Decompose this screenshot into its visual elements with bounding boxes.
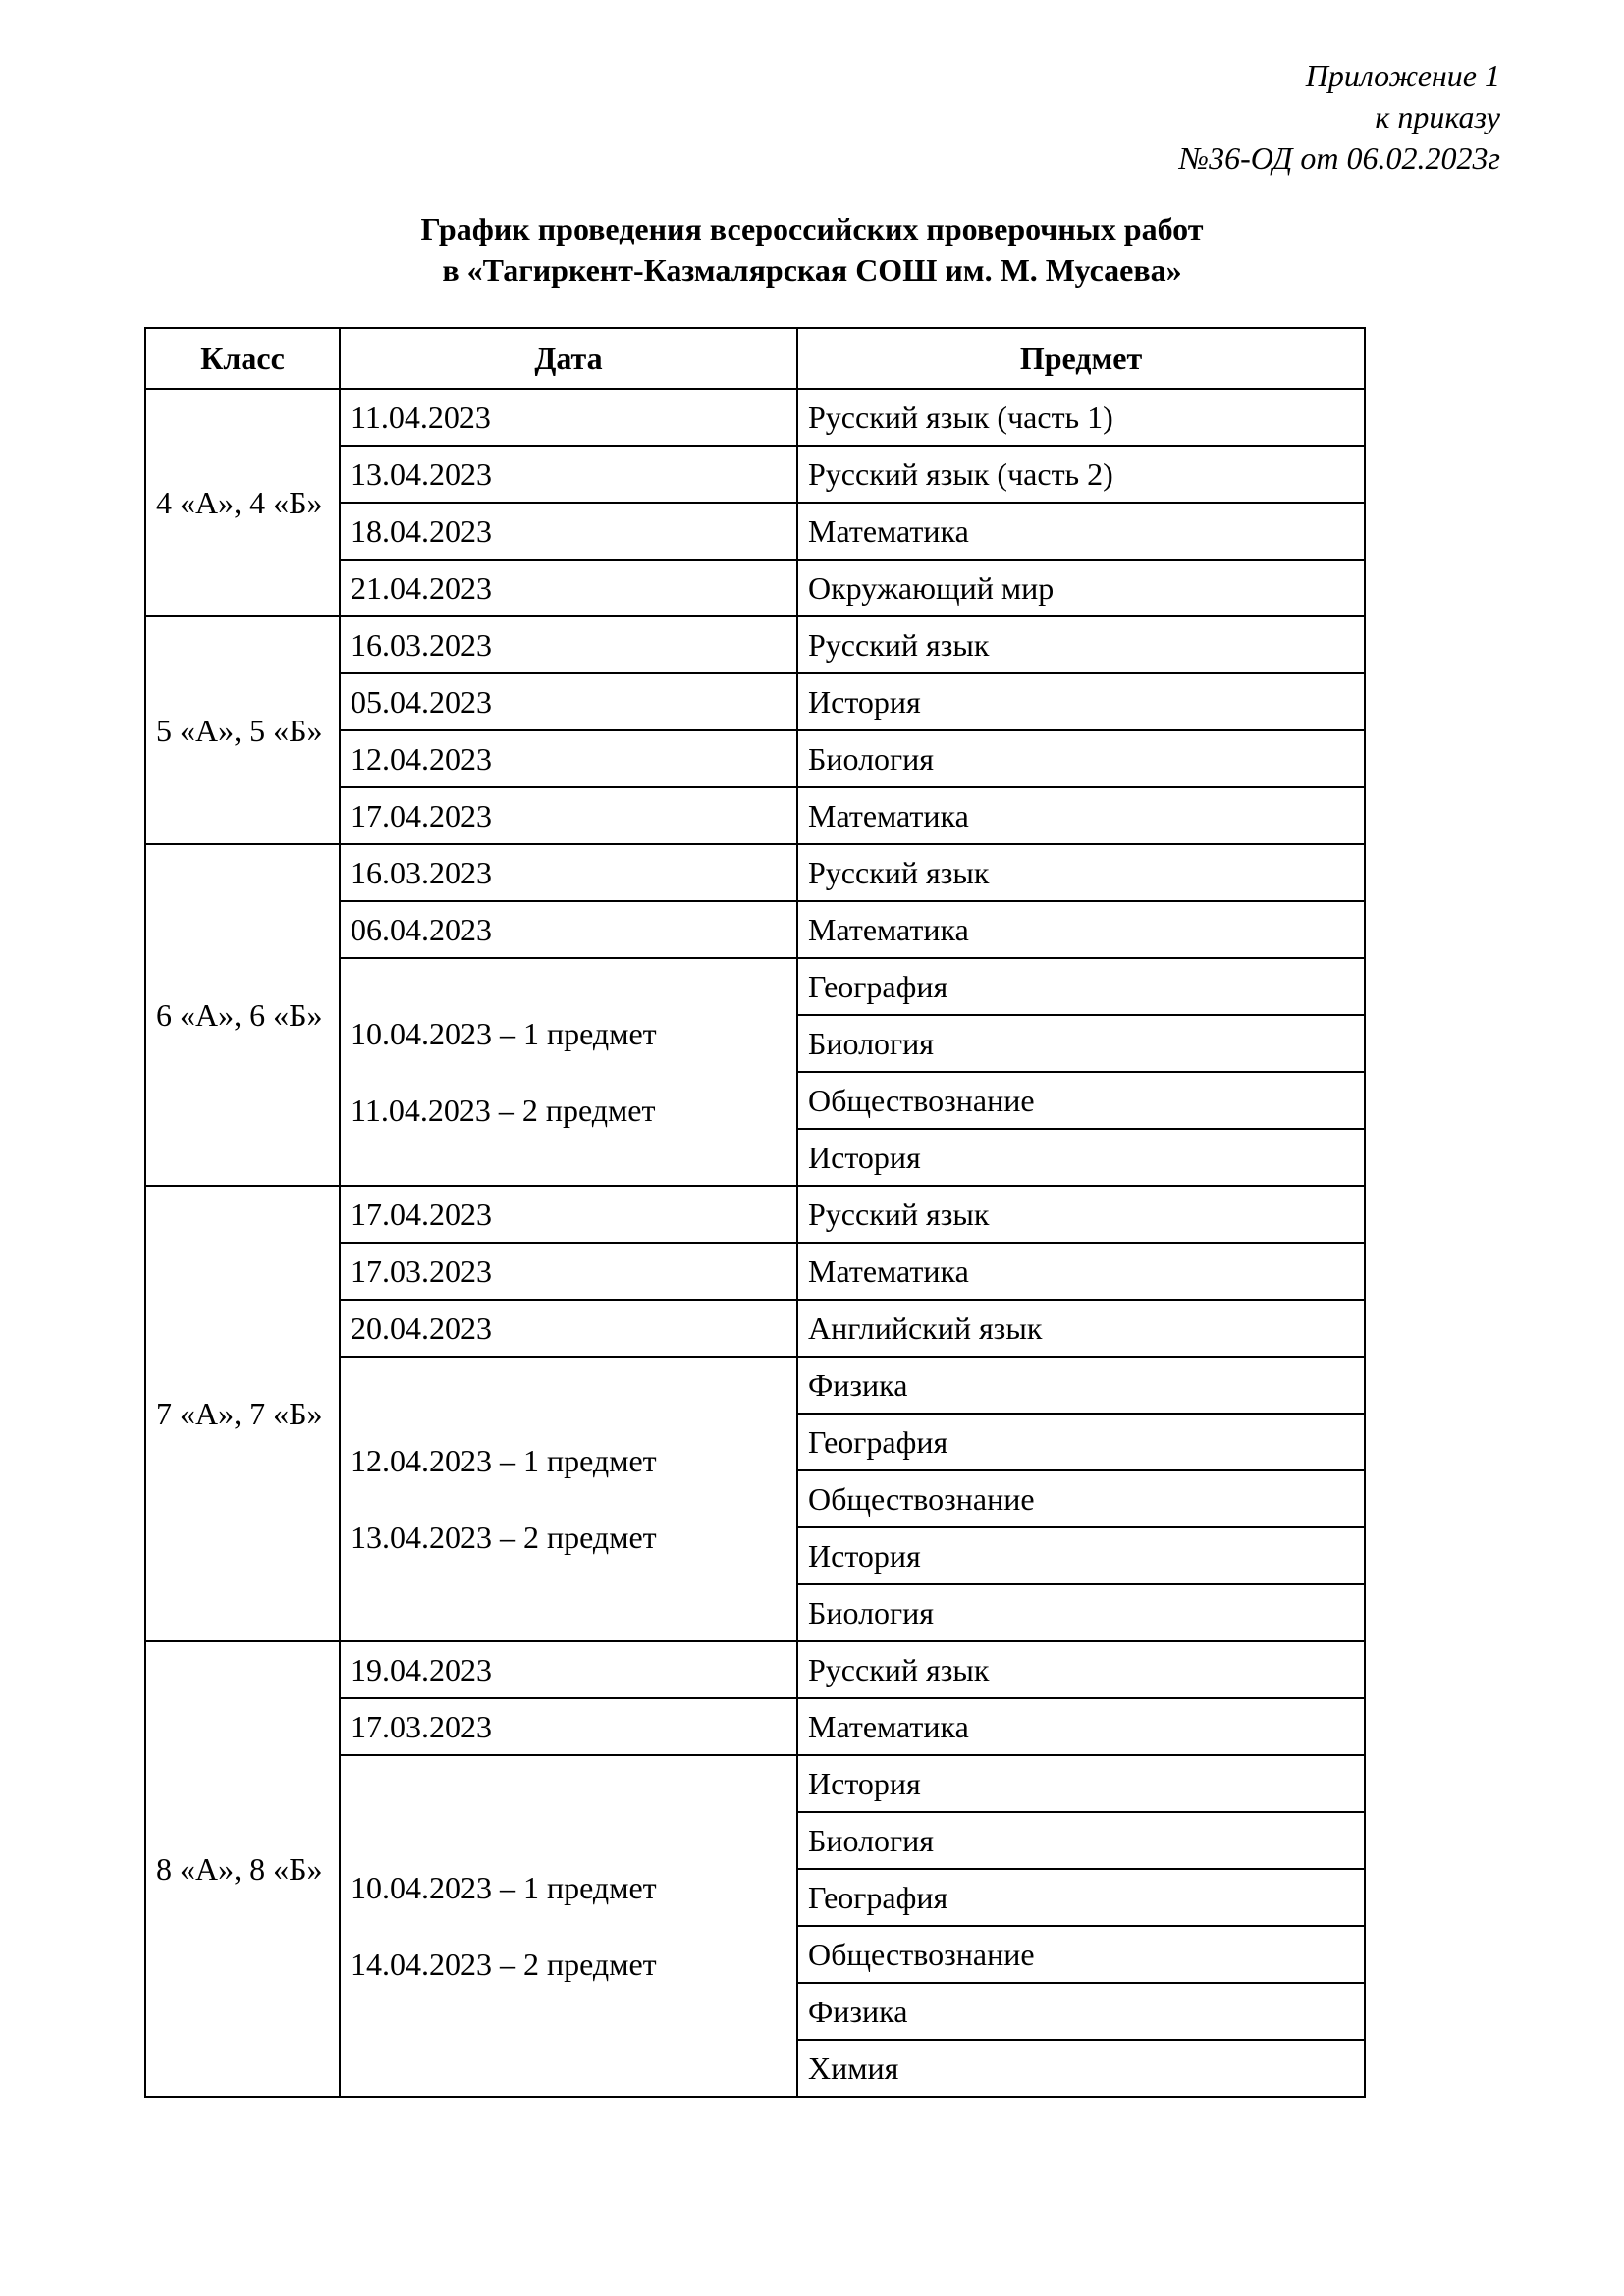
date-cell: 06.04.2023 <box>340 901 797 958</box>
table-row <box>145 389 1365 446</box>
title-line-1: График проведения всероссийских проверочных работ <box>420 211 1204 246</box>
annex-line-2: к приказу <box>1375 99 1500 134</box>
subject-cell: Обществознание <box>797 1470 1365 1527</box>
date-cell: 12.04.2023 <box>340 730 797 787</box>
header-subject: Предмет <box>797 328 1365 389</box>
subject-cell: Биология <box>797 1015 1365 1072</box>
date-cell: 16.03.2023 <box>340 844 797 901</box>
elective-date: 10.04.2023 – 1 предмет <box>351 1870 657 1905</box>
date-cell: 20.04.2023 <box>340 1300 797 1357</box>
header-date: Дата <box>340 328 797 389</box>
subject-cell: География <box>797 1869 1365 1926</box>
date-cell: 17.03.2023 <box>340 1243 797 1300</box>
subject-cell: Математика <box>797 503 1365 560</box>
date-cell: 13.04.2023 <box>340 446 797 503</box>
subject-cell: Русский язык (часть 1) <box>797 389 1365 446</box>
subject-cell: Обществознание <box>797 1926 1365 1983</box>
subject-cell: История <box>797 1755 1365 1812</box>
title-line-2: в «Тагиркент-Казмалярская СОШ им. М. Мусаева» <box>442 252 1182 288</box>
elective-date: 14.04.2023 – 2 предмет <box>351 1947 657 1982</box>
schedule-body <box>145 389 1365 2097</box>
subject-cell: Математика <box>797 1698 1365 1755</box>
subject-cell: Математика <box>797 901 1365 958</box>
date-cell: 17.04.2023 <box>340 1186 797 1243</box>
subject-cell: Биология <box>797 1812 1365 1869</box>
subject-cell: Русский язык <box>797 844 1365 901</box>
subject-cell: Физика <box>797 1357 1365 1414</box>
elective-dates-cell <box>340 958 797 1186</box>
subject-cell: Русский язык <box>797 616 1365 673</box>
class-cell: 7 «А», 7 «Б» <box>145 1186 340 1641</box>
annex-line-3: №36-ОД от 06.02.2023г <box>1178 140 1500 176</box>
subject-cell: География <box>797 1414 1365 1470</box>
date-cell: 17.04.2023 <box>340 787 797 844</box>
date-cell: 05.04.2023 <box>340 673 797 730</box>
subject-cell: География <box>797 958 1365 1015</box>
subject-cell: Физика <box>797 1983 1365 2040</box>
subject-cell: Химия <box>797 2040 1365 2097</box>
subject-cell: Математика <box>797 787 1365 844</box>
class-cell: 5 «А», 5 «Б» <box>145 616 340 844</box>
table-row <box>145 844 1365 901</box>
annex-line-1: Приложение 1 <box>1305 58 1500 93</box>
subject-cell: Окружающий мир <box>797 560 1365 616</box>
subject-cell: История <box>797 673 1365 730</box>
subject-cell: Биология <box>797 1584 1365 1641</box>
subject-cell: Русский язык <box>797 1641 1365 1698</box>
subject-cell: Математика <box>797 1243 1365 1300</box>
header-class: Класс <box>145 328 340 389</box>
subject-cell: Русский язык <box>797 1186 1365 1243</box>
class-cell: 8 «А», 8 «Б» <box>145 1641 340 2097</box>
annex-note <box>1179 55 1500 179</box>
date-cell: 19.04.2023 <box>340 1641 797 1698</box>
elective-date: 11.04.2023 – 2 предмет <box>351 1093 656 1128</box>
subject-cell: Английский язык <box>797 1300 1365 1357</box>
header-row <box>145 328 1365 389</box>
elective-date: 12.04.2023 – 1 предмет <box>351 1443 657 1478</box>
document-title <box>0 208 1624 291</box>
date-cell: 18.04.2023 <box>340 503 797 560</box>
elective-date: 13.04.2023 – 2 предмет <box>351 1520 657 1555</box>
elective-dates-cell <box>340 1755 797 2097</box>
date-cell: 17.03.2023 <box>340 1698 797 1755</box>
table-row <box>145 1186 1365 1243</box>
elective-dates-cell <box>340 1357 797 1641</box>
table-row <box>145 616 1365 673</box>
date-cell: 16.03.2023 <box>340 616 797 673</box>
class-cell: 4 «А», 4 «Б» <box>145 389 340 616</box>
table-row <box>145 1641 1365 1698</box>
date-cell: 11.04.2023 <box>340 389 797 446</box>
elective-date: 10.04.2023 – 1 предмет <box>351 1016 657 1051</box>
date-cell: 21.04.2023 <box>340 560 797 616</box>
subject-cell: Обществознание <box>797 1072 1365 1129</box>
subject-cell: История <box>797 1527 1365 1584</box>
subject-cell: Русский язык (часть 2) <box>797 446 1365 503</box>
subject-cell: Биология <box>797 730 1365 787</box>
schedule-table <box>144 327 1366 2098</box>
subject-cell: История <box>797 1129 1365 1186</box>
class-cell: 6 «А», 6 «Б» <box>145 844 340 1186</box>
